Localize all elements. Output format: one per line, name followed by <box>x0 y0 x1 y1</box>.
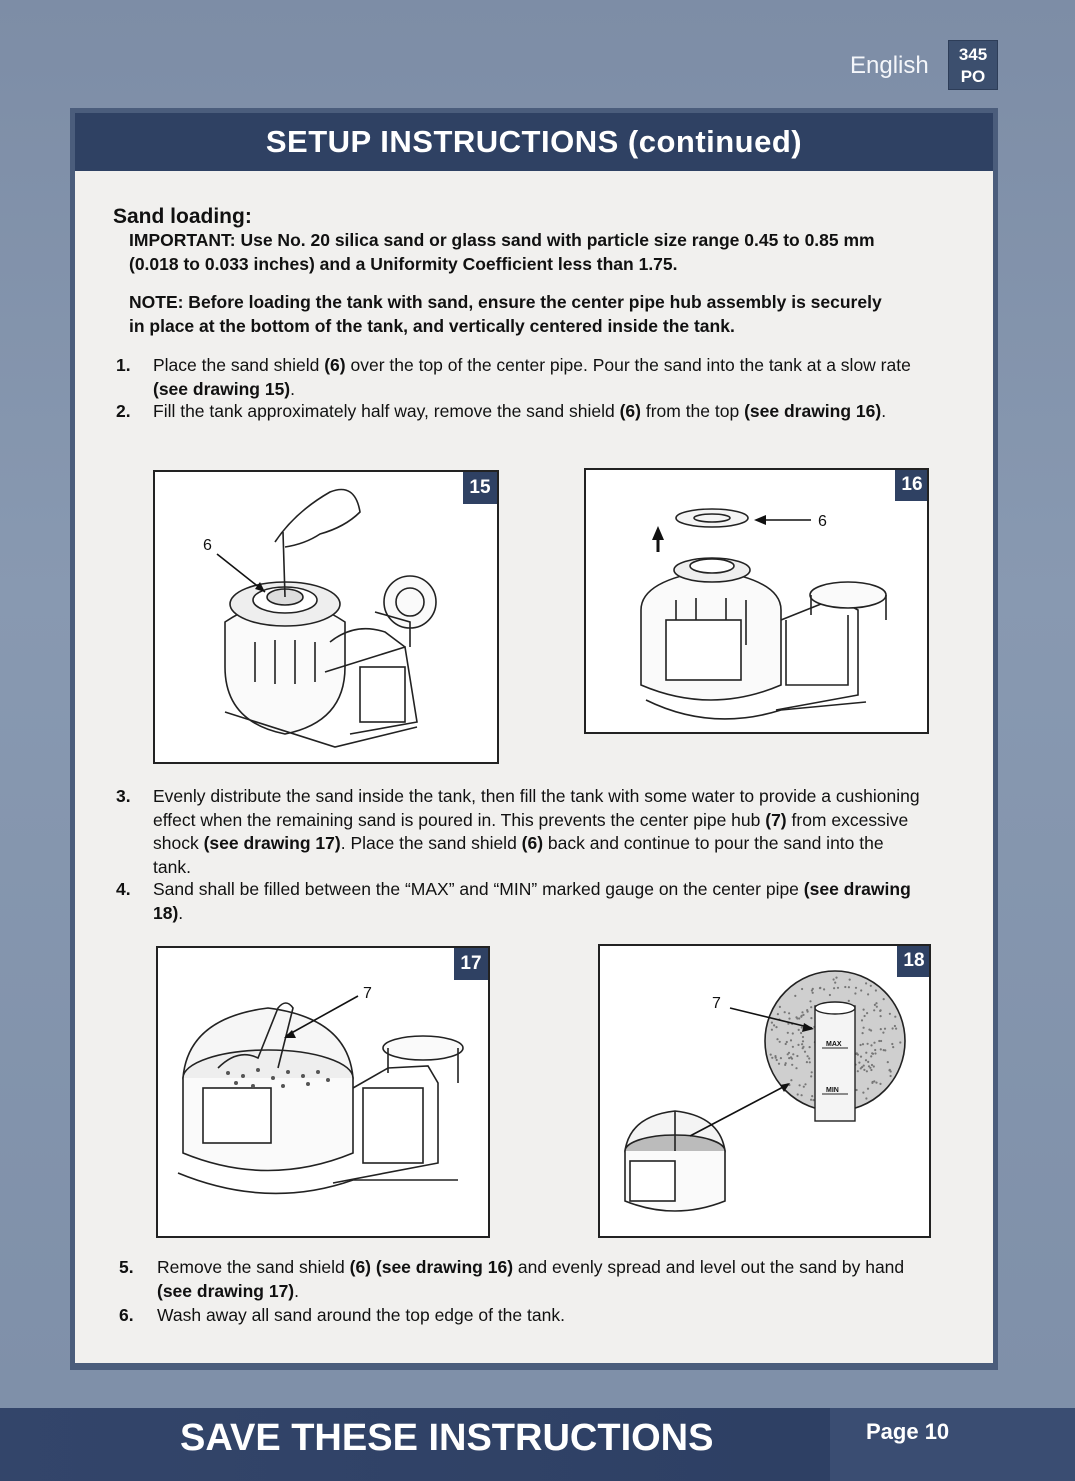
sand-speck <box>868 1029 870 1031</box>
sand-speck <box>801 1094 803 1096</box>
sand-speck <box>811 989 813 991</box>
drawing-15-badge: 15 <box>463 472 497 504</box>
sand-speck <box>867 1061 869 1063</box>
sand-speck <box>785 1043 787 1045</box>
sand-speck <box>855 987 857 989</box>
sand-speck <box>870 1069 872 1071</box>
step-6 <box>113 1304 923 1328</box>
sand-speck <box>865 1097 867 1099</box>
sand-speck <box>795 1067 797 1069</box>
sand-speck <box>797 1093 799 1095</box>
sand-speck <box>834 982 836 984</box>
sand-speck <box>812 1099 814 1101</box>
step-text: Evenly distribute the sand inside the tank, then fill the tank with some water to provide a cushioning effect when the remaining sand is poured in. This prevents the center pipe hub (7) from excessive shock (see drawing 17). Place the sand shield (6) back and continue to pour the sand into the tank. <box>153 786 920 877</box>
sand-speck <box>833 987 835 989</box>
sand-speck <box>848 986 850 988</box>
sand-speck <box>873 1009 875 1011</box>
sand-speck <box>895 1028 897 1030</box>
sand-speck <box>858 1062 860 1064</box>
sand-speck <box>871 1064 873 1066</box>
drawing-18-illustration <box>600 946 931 1238</box>
sand-speck <box>819 987 821 989</box>
sand-speck <box>899 1041 901 1043</box>
step-number: 2. <box>116 401 131 421</box>
sand-speck <box>894 1016 896 1018</box>
sand-speck <box>801 1043 803 1045</box>
footer-title: SAVE THESE INSTRUCTIONS <box>180 1417 714 1459</box>
sand-speck <box>865 982 867 984</box>
sand-speck <box>837 987 839 989</box>
sand-speck <box>778 1063 780 1065</box>
sand-speck <box>803 1086 805 1088</box>
sand-speck <box>882 1032 884 1034</box>
sand-speck <box>874 1052 876 1054</box>
language-label: English <box>850 52 929 79</box>
sand-speck <box>810 1099 812 1101</box>
sand-speck <box>771 1022 773 1024</box>
sand-speck <box>794 995 796 997</box>
sand-speck <box>829 994 831 996</box>
sand-speck <box>770 1054 772 1056</box>
step-number: 3. <box>116 786 131 806</box>
sand-speck <box>856 1089 858 1091</box>
sand-speck <box>848 1000 850 1002</box>
step-1 <box>113 354 923 402</box>
drawing-17 <box>156 946 490 1238</box>
sand-speck <box>874 1049 876 1051</box>
sand-speck <box>802 1014 804 1016</box>
sand-speck <box>869 1067 871 1069</box>
sand-speck <box>800 1032 802 1034</box>
sand-speck <box>862 1043 864 1045</box>
sand-speck <box>806 1009 808 1011</box>
section-title: Sand loading: <box>113 205 252 228</box>
sand-speck <box>857 1070 859 1072</box>
drawing-17-callout: 7 <box>363 985 372 1002</box>
drawing-18-callout: 7 <box>712 995 721 1012</box>
sand-speck <box>809 1000 811 1002</box>
sand-speck <box>875 1082 877 1084</box>
max-marker-label: MAX <box>826 1041 842 1048</box>
drawing-17-illustration <box>158 948 490 1238</box>
sand-speck <box>796 1055 798 1057</box>
drawing-15-callout: 6 <box>203 537 212 554</box>
sand-speck <box>807 1055 809 1057</box>
sand-speck <box>891 1043 893 1045</box>
sand-speck <box>867 993 869 995</box>
sand-speck <box>776 1059 778 1061</box>
sand-speck <box>792 1053 794 1055</box>
drawing-18-badge: 18 <box>897 945 931 977</box>
sand-speck <box>774 1055 776 1057</box>
sand-speck <box>865 1059 867 1061</box>
sand-speck <box>833 978 835 980</box>
sand-speck <box>844 986 846 988</box>
sand-speck <box>860 1056 862 1058</box>
sand-speck <box>871 1052 873 1054</box>
sand-speck <box>776 1038 778 1040</box>
sand-speck <box>786 1041 788 1043</box>
sand-speck <box>878 1040 880 1042</box>
sand-speck <box>889 1069 891 1071</box>
sand-speck <box>811 1095 813 1097</box>
sand-speck <box>771 1057 773 1059</box>
sand-speck <box>806 1061 808 1063</box>
sand-speck <box>889 1013 891 1015</box>
sand-speck <box>791 1064 793 1066</box>
sand-speck <box>802 1047 804 1049</box>
sand-speck <box>801 988 803 990</box>
sand-speck <box>866 1070 868 1072</box>
sand-speck <box>880 1028 882 1030</box>
sand-speck <box>810 1075 812 1077</box>
sand-speck <box>784 1064 786 1066</box>
drawing-16 <box>584 468 929 734</box>
step-text: Sand shall be filled between the “MAX” and “MIN” marked gauge on the center pipe (see drawing 18). <box>153 879 911 923</box>
sand-speck <box>866 1012 868 1014</box>
sand-speck <box>865 1052 867 1054</box>
sand-speck <box>870 1044 872 1046</box>
sand-speck <box>810 1017 812 1019</box>
sand-speck <box>784 1011 786 1013</box>
sand-speck <box>880 1009 882 1011</box>
sand-speck <box>872 1081 874 1083</box>
sand-speck <box>863 1009 865 1011</box>
step-text: Wash away all sand around the top edge of the tank. <box>157 1305 565 1325</box>
sand-speck <box>873 1065 875 1067</box>
min-marker-label: MIN <box>826 1087 839 1094</box>
sand-speck <box>811 1071 813 1073</box>
sand-speck <box>870 985 872 987</box>
drawing-16-illustration <box>586 470 929 734</box>
sand-speck <box>864 1015 866 1017</box>
sand-speck <box>835 977 837 979</box>
sand-speck <box>884 1028 886 1030</box>
page-title: SETUP INSTRUCTIONS (continued) <box>75 113 993 171</box>
step-text: Remove the sand shield (6) (see drawing 16) and evenly spread and level out the sand by hand (see drawing 17). <box>157 1257 905 1301</box>
sand-speck <box>801 1011 803 1013</box>
sand-speck <box>892 1027 894 1029</box>
sand-speck <box>801 1026 803 1028</box>
step-number: 5. <box>119 1257 134 1277</box>
sand-speck <box>867 1088 869 1090</box>
sand-speck <box>880 1015 882 1017</box>
manual-code-badge <box>948 40 998 90</box>
sand-speck <box>775 1026 777 1028</box>
sand-speck <box>867 1043 869 1045</box>
step-text: Fill the tank approximately half way, remove the sand shield (6) from the top (see drawing 16). <box>153 401 887 421</box>
drawing-16-callout: 6 <box>818 513 827 530</box>
code-bottom: PO <box>960 67 986 86</box>
sand-speck <box>894 1025 896 1027</box>
sand-speck <box>790 1079 792 1081</box>
sand-speck <box>808 1057 810 1059</box>
sand-speck <box>860 989 862 991</box>
sand-speck <box>788 1012 790 1014</box>
step-3 <box>113 785 923 879</box>
sand-speck <box>883 1049 885 1051</box>
sand-speck <box>792 1032 794 1034</box>
sand-speck <box>862 1092 864 1094</box>
sand-speck <box>876 1006 878 1008</box>
sand-speck <box>771 1029 773 1031</box>
sand-speck <box>798 1029 800 1031</box>
step-text: Place the sand shield (6) over the top of the center pipe. Pour the sand into the tank at a slow rate (see drawing 15). <box>153 355 911 399</box>
page-number: Page 10 <box>866 1419 950 1444</box>
sand-speck <box>787 1032 789 1034</box>
sand-speck <box>779 1041 781 1043</box>
sand-speck <box>797 1044 799 1046</box>
sand-speck <box>856 1052 858 1054</box>
sand-speck <box>887 1061 889 1063</box>
sand-speck <box>788 1052 790 1054</box>
sand-speck <box>849 979 851 981</box>
sand-speck <box>792 1046 794 1048</box>
sand-speck <box>883 998 885 1000</box>
sand-speck <box>804 1051 806 1053</box>
sand-speck <box>804 1083 806 1085</box>
sand-speck <box>777 1013 779 1015</box>
step-number: 4. <box>116 879 131 899</box>
sand-speck <box>863 1027 865 1029</box>
sand-speck <box>795 1016 797 1018</box>
sand-speck <box>863 1069 865 1071</box>
sand-speck <box>773 1024 775 1026</box>
step-5 <box>113 1256 923 1304</box>
sand-speck <box>854 992 856 994</box>
center-pipe-note: NOTE: Before loading the tank with sand, ensure the center pipe hub assembly is securely in place at the bottom of the tank, and vertically centered inside the tank. <box>129 292 882 336</box>
sand-speck <box>873 1042 875 1044</box>
step-4 <box>113 878 923 926</box>
sand-speck <box>809 1046 811 1048</box>
sand-speck <box>879 1083 881 1085</box>
drawing-15 <box>153 470 499 764</box>
sand-speck <box>802 1036 804 1038</box>
sand-speck <box>791 1058 793 1060</box>
code-top: 345 <box>958 45 988 64</box>
sand-speck <box>874 1004 876 1006</box>
sand-speck <box>875 989 877 991</box>
drawing-18 <box>598 944 931 1238</box>
sand-speck <box>823 988 825 990</box>
sand-speck <box>863 1065 865 1067</box>
sand-speck <box>860 1044 862 1046</box>
sand-speck <box>788 1018 790 1020</box>
sand-speck <box>812 992 814 994</box>
sand-speck <box>788 1057 790 1059</box>
sand-speck <box>790 1039 792 1041</box>
sand-speck <box>779 1006 781 1008</box>
sand-speck <box>880 1048 882 1050</box>
sand-speck <box>870 1055 872 1057</box>
sand-speck <box>799 1084 801 1086</box>
sand-speck <box>780 1057 782 1059</box>
sand-speck <box>862 1032 864 1034</box>
sand-speck <box>810 1006 812 1008</box>
important-note: IMPORTANT: Use No. 20 silica sand or glass sand with particle size range 0.45 to 0.85 mm (0.018 to 0.033 inches) and a Uniformity Coefficient less than 1.75. <box>129 230 875 274</box>
sand-speck <box>809 1061 811 1063</box>
step-number: 6. <box>119 1305 134 1325</box>
drawing-15-illustration <box>155 472 499 764</box>
sand-speck <box>802 1040 804 1042</box>
sand-speck <box>875 1002 877 1004</box>
drawing-16-badge: 16 <box>895 469 929 501</box>
sand-speck <box>860 1067 862 1069</box>
step-number: 1. <box>116 355 131 375</box>
drawing-17-badge: 17 <box>454 948 488 980</box>
sand-speck <box>800 1016 802 1018</box>
step-2 <box>113 400 923 448</box>
sand-speck <box>890 1075 892 1077</box>
sand-speck <box>892 1046 894 1048</box>
sand-speck <box>861 1019 863 1021</box>
